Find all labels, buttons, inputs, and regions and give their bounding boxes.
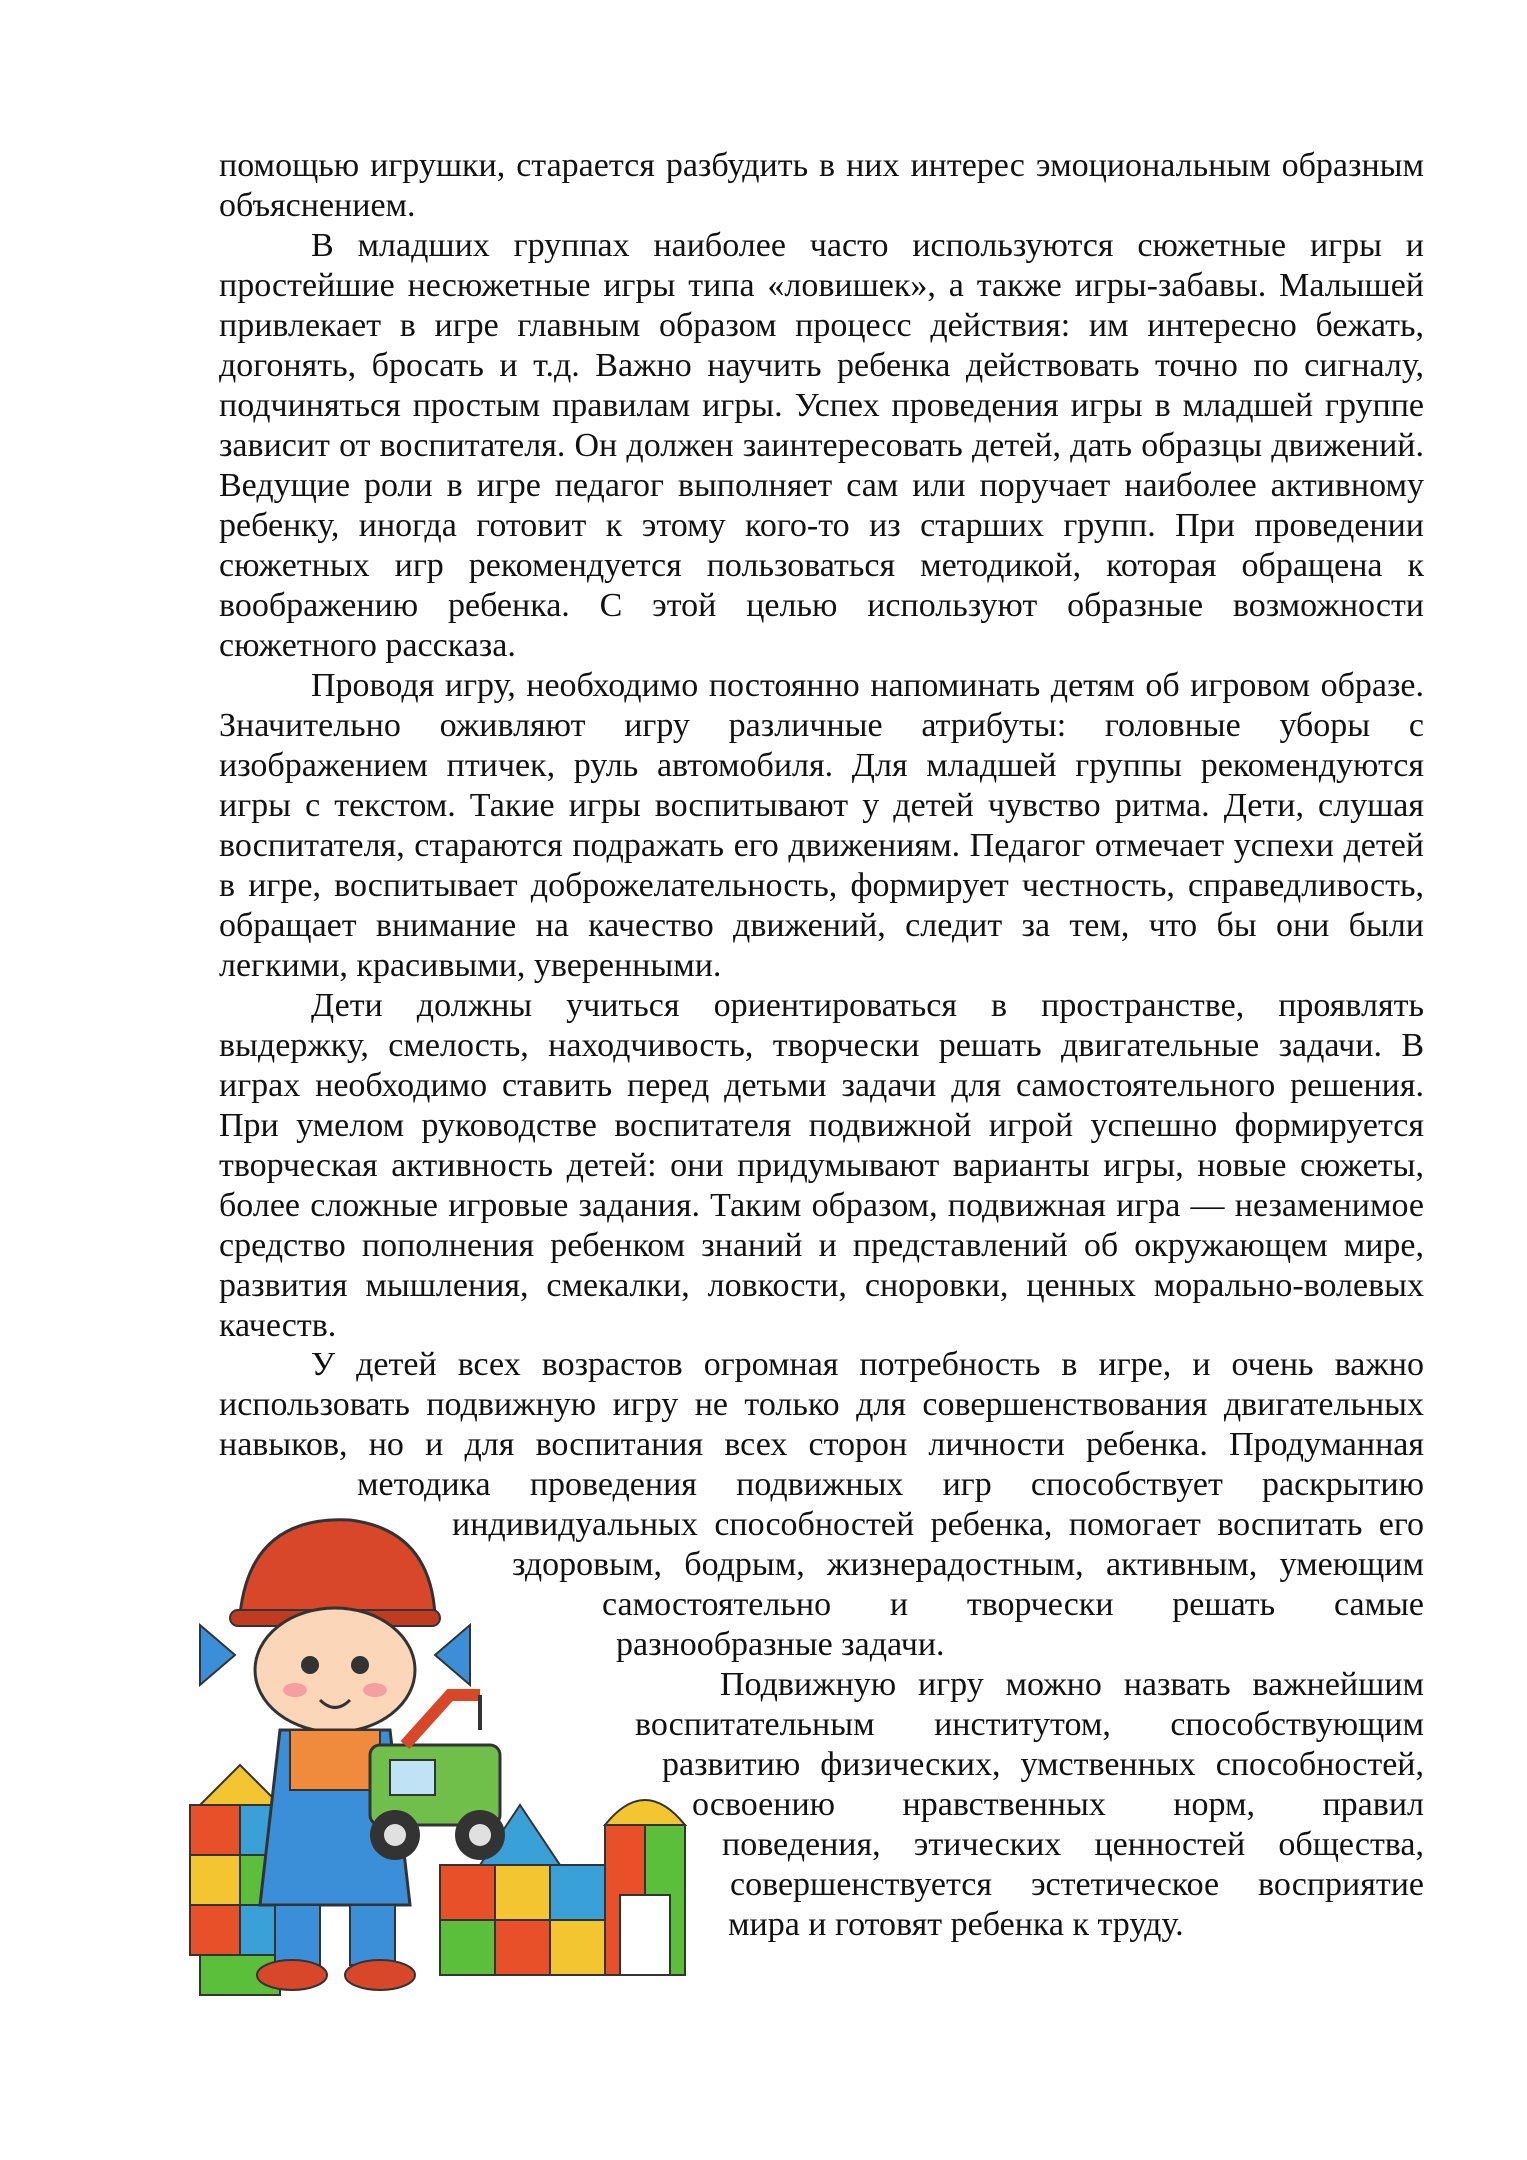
paragraph-4-line: индивидуальных способностей ребенка, помогает воспитать его <box>452 1506 1424 1543</box>
paragraph-4-line: здоровым, бодрым, жизнерадостным, активным, умеющим <box>512 1546 1424 1583</box>
paragraph-0: помощью игрушки, старается разбудить в них интерес эмоциональным образным объяснением. <box>219 147 1424 224</box>
paragraph-4-line: методика проведения подвижных игр способствует раскрытию <box>357 1466 1424 1503</box>
paragraph-1: В младших группах наиболее часто используются сюжетные игры и простейшие несюжетные игры типа «ловишек», а также игры-забавы. Малышей привлекает в игре главным образом процесс действия: им интересно бежать, догонять, бросать и т.д. Важно научить ребенка действовать точно по сигналу, подчиняться простым правилам игры. Успех проведения игры в младшей группе зависит от воспитателя. Он должен заинтересовать детей, дать образцы движений. Ведущие роли в игре педагог выполняет сам или поручает наиболее активному ребенку, иногда готовит к этому кого-то из старших групп. При проведении сюжетных игр рекомендуется пользоваться методикой, которая обращена к воображению ребенка. С этой целью используют образные возможности сюжетного рассказа. <box>219 227 1424 664</box>
paragraph-4-line: использовать подвижную игру не только для совершенствования двигательных <box>219 1386 1424 1423</box>
paragraph-5-line: воспитательным институтом, способствующим <box>635 1706 1424 1743</box>
toy-truck-icon <box>370 1695 505 1860</box>
paragraph-5-line: освоению нравственных норм, правил <box>692 1786 1424 1823</box>
child-with-toy-truck-illustration <box>180 1505 720 2005</box>
paragraph-4-line: У детей всех возрастов огромная потребность в игре, и очень важно <box>311 1346 1424 1383</box>
paragraph-2: Проводя игру, необходимо постоянно напоминать детям об игровом образе. Значительно оживляют игру различные атрибуты: головные уборы с изображением птичек, руль автомобиля. Для младшей группы рекомендуются игры с текстом. Такие игры воспитывают у детей чувство ритма. Дети, слушая воспитателя, стараются подражать его движениям. Педагог отмечает успехи детей в игре, воспитывает доброжелательность, формирует честность, справедливость, обращает внимание на качество движений, следит за тем, что бы они были легкими, красивыми, уверенными. <box>219 667 1424 984</box>
paragraph-4-line: навыков, но и для воспитания всех сторон личности ребенка. Продуманная <box>219 1426 1424 1463</box>
paragraph-5-line: мира и готовят ребенка к труду. <box>728 1906 1184 1943</box>
paragraph-4-line: самостоятельно и творчески решать самые <box>602 1586 1424 1623</box>
paragraph-3: Дети должны учиться ориентироваться в пространстве, проявлять выдержку, смелость, находчивость, творчески решать двигательные задачи. В играх необходимо ставить перед детьми задачи для самостоятельного решения. При умелом руководстве воспитателя подвижной игрой успешно формируется творческая активность детей: они придумывают варианты игры, новые сюжеты, более сложные игровые задания. Таким образом, подвижная игра — незаменимое средство пополнения ребенком знаний и представлений об окружающем мире, развития мышления, смекалки, ловкости, сноровки, ценных морально-волевых качеств. <box>219 987 1424 1344</box>
paragraph-5-line: Подвижную игру можно назвать важнейшим <box>720 1666 1424 1703</box>
paragraph-5-line: совершенствуется эстетическое восприятие <box>730 1866 1424 1903</box>
text-column <box>219 146 1424 1346</box>
paragraph-5-line: поведения, этических ценностей общества, <box>722 1826 1424 1863</box>
paragraph-5-line: развитию физических, умственных способностей, <box>662 1746 1424 1783</box>
paragraph-4-line: разнообразные задачи. <box>616 1626 945 1663</box>
